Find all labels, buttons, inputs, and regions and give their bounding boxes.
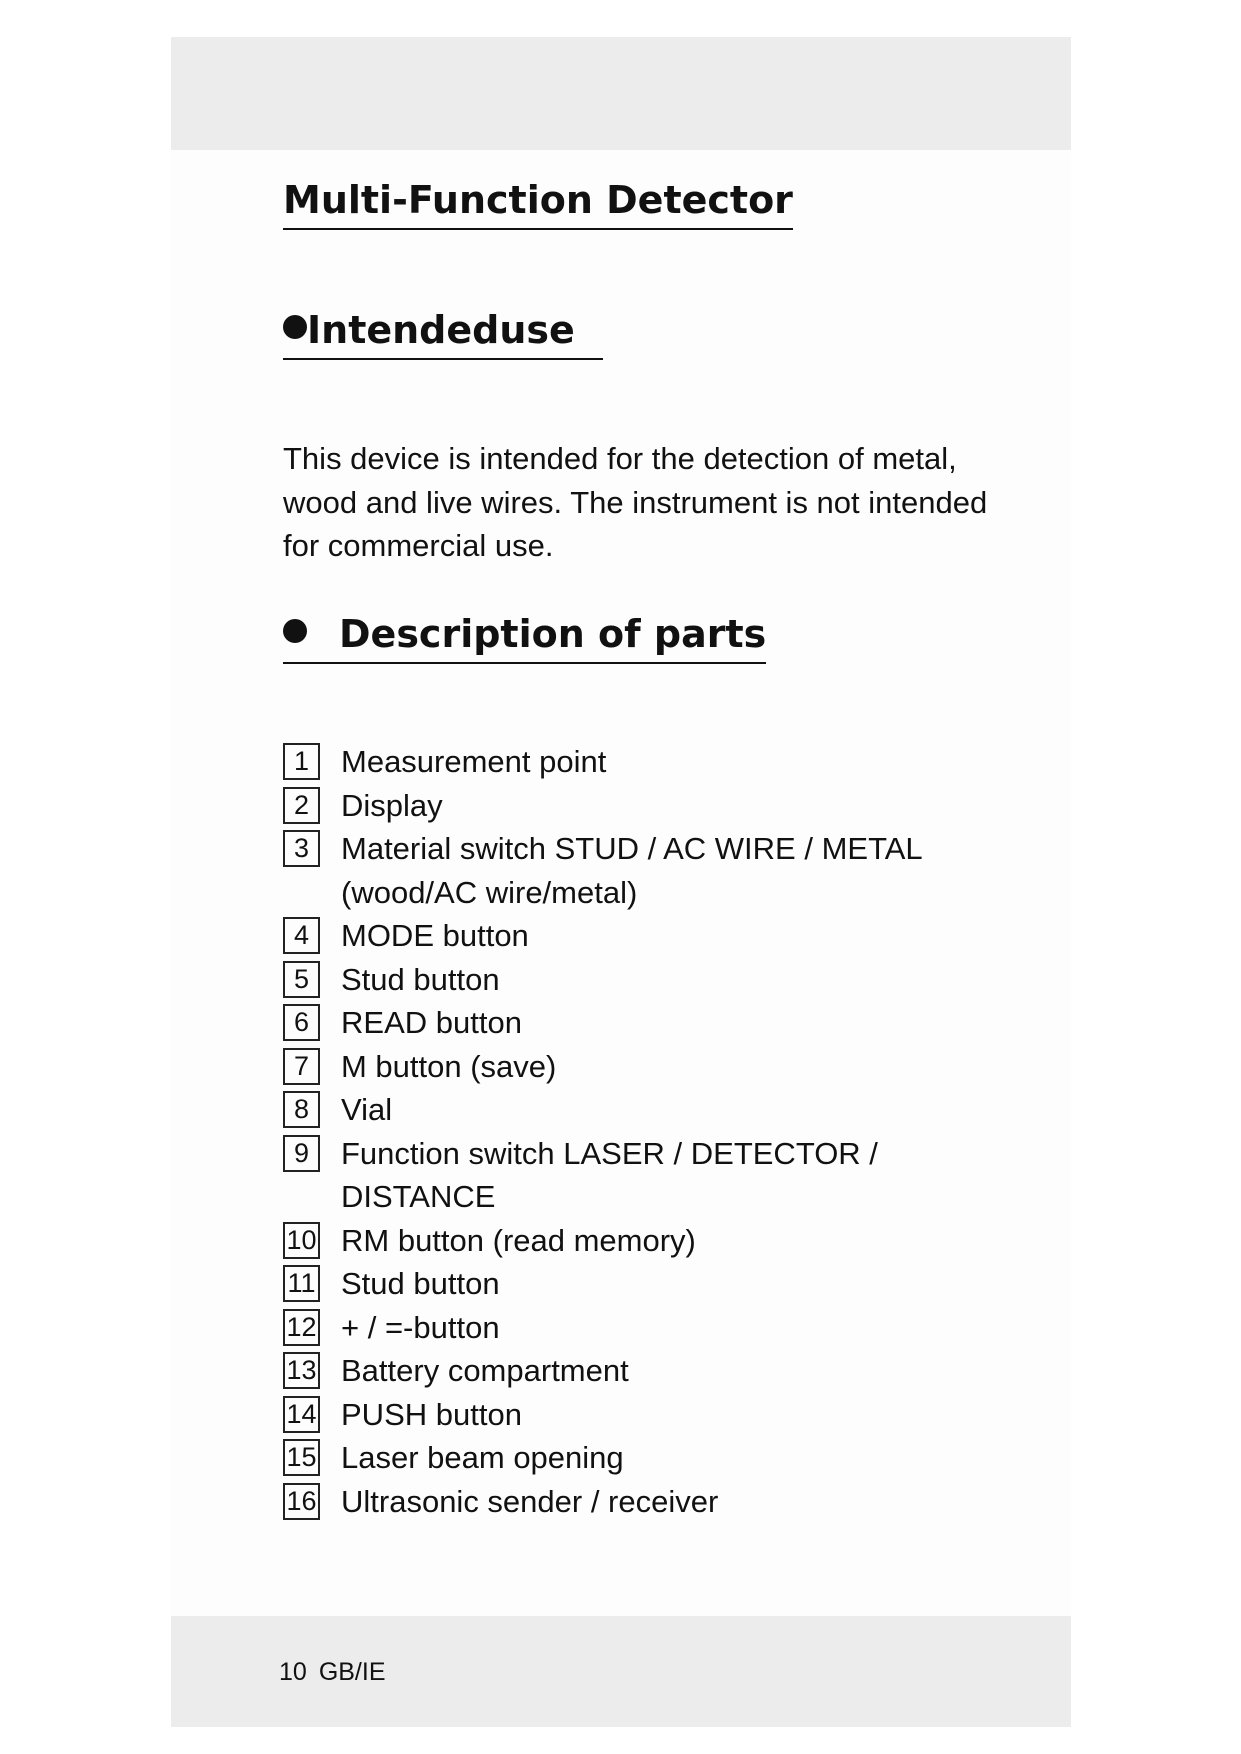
list-item [283,784,1003,828]
page-title: Multi-Function Detector [283,180,793,230]
list-item [283,1306,1003,1350]
list-item [283,740,1003,784]
footer-band [171,1616,1071,1727]
list-item [283,958,1003,1002]
manual-page [171,37,1071,1727]
description-of-parts-heading-text: Description of parts [339,612,767,656]
part-number-box: 15 [283,1439,320,1476]
part-label: MODE button [341,918,529,953]
part-number-box: 4 [283,917,320,954]
part-number-box: 5 [283,961,320,998]
part-label: Battery compartment [341,1353,629,1388]
part-number-box: 11 [283,1265,320,1302]
list-item [283,1045,1003,1089]
part-number-box: 16 [283,1483,320,1520]
intended-use-heading-text: Intendeduse [307,308,575,352]
language-code: GB/IE [318,1658,386,1686]
part-label: Ultrasonic sender / receiver [341,1483,719,1519]
list-item [283,1262,1003,1306]
parts-list [283,740,1003,1523]
list-item [283,1001,1003,1045]
part-number-box: 2 [283,787,320,824]
part-label: Stud button [341,1266,500,1301]
part-number-box: 3 [283,830,320,867]
part-number-box: 7 [283,1048,320,1085]
part-label: PUSH button [341,1396,522,1432]
bullet-icon [283,619,307,643]
part-label: RM button (read memory) [341,1222,696,1258]
list-item [283,1349,1003,1393]
intended-use-text: This device is intended for the detection of metal, wood and live wires. The instrument is not intended for commercial use. [283,441,988,563]
list-item [283,1436,1003,1480]
part-number-box: 8 [283,1091,320,1128]
list-item [283,1393,1003,1437]
part-label: Stud button [341,961,500,997]
list-item [283,1132,1003,1219]
part-label: Material switch STUD / AC WIRE / METAL (wood/AC wire/metal) [341,831,922,910]
header-band [171,37,1071,150]
part-label: Function switch LASER / DETECTOR / DISTANCE [341,1135,878,1214]
list-item [283,1480,1003,1524]
part-number-box: 10 [283,1222,320,1259]
bullet-icon [283,315,307,339]
part-number-box: 6 [283,1004,320,1041]
page-number: 10 [279,1658,307,1686]
part-number-box: 9 [283,1135,320,1172]
part-label: Display [341,787,443,823]
part-label: READ button [341,1005,522,1040]
footer [279,1658,386,1687]
part-number-box: 12 [283,1309,320,1346]
part-label: + / =-button [341,1309,500,1345]
list-item [283,1088,1003,1132]
list-item [283,827,1003,914]
intended-use-heading [283,310,603,360]
part-label: Measurement point [341,744,607,779]
part-number-box: 14 [283,1396,320,1433]
description-of-parts-heading [283,614,766,664]
part-label: M button (save) [341,1048,557,1084]
list-item [283,1219,1003,1263]
part-label: Laser beam opening [341,1440,624,1475]
part-number-box: 13 [283,1352,320,1389]
part-label: Vial [341,1092,393,1127]
part-number-box: 1 [283,743,320,780]
list-item [283,914,1003,958]
